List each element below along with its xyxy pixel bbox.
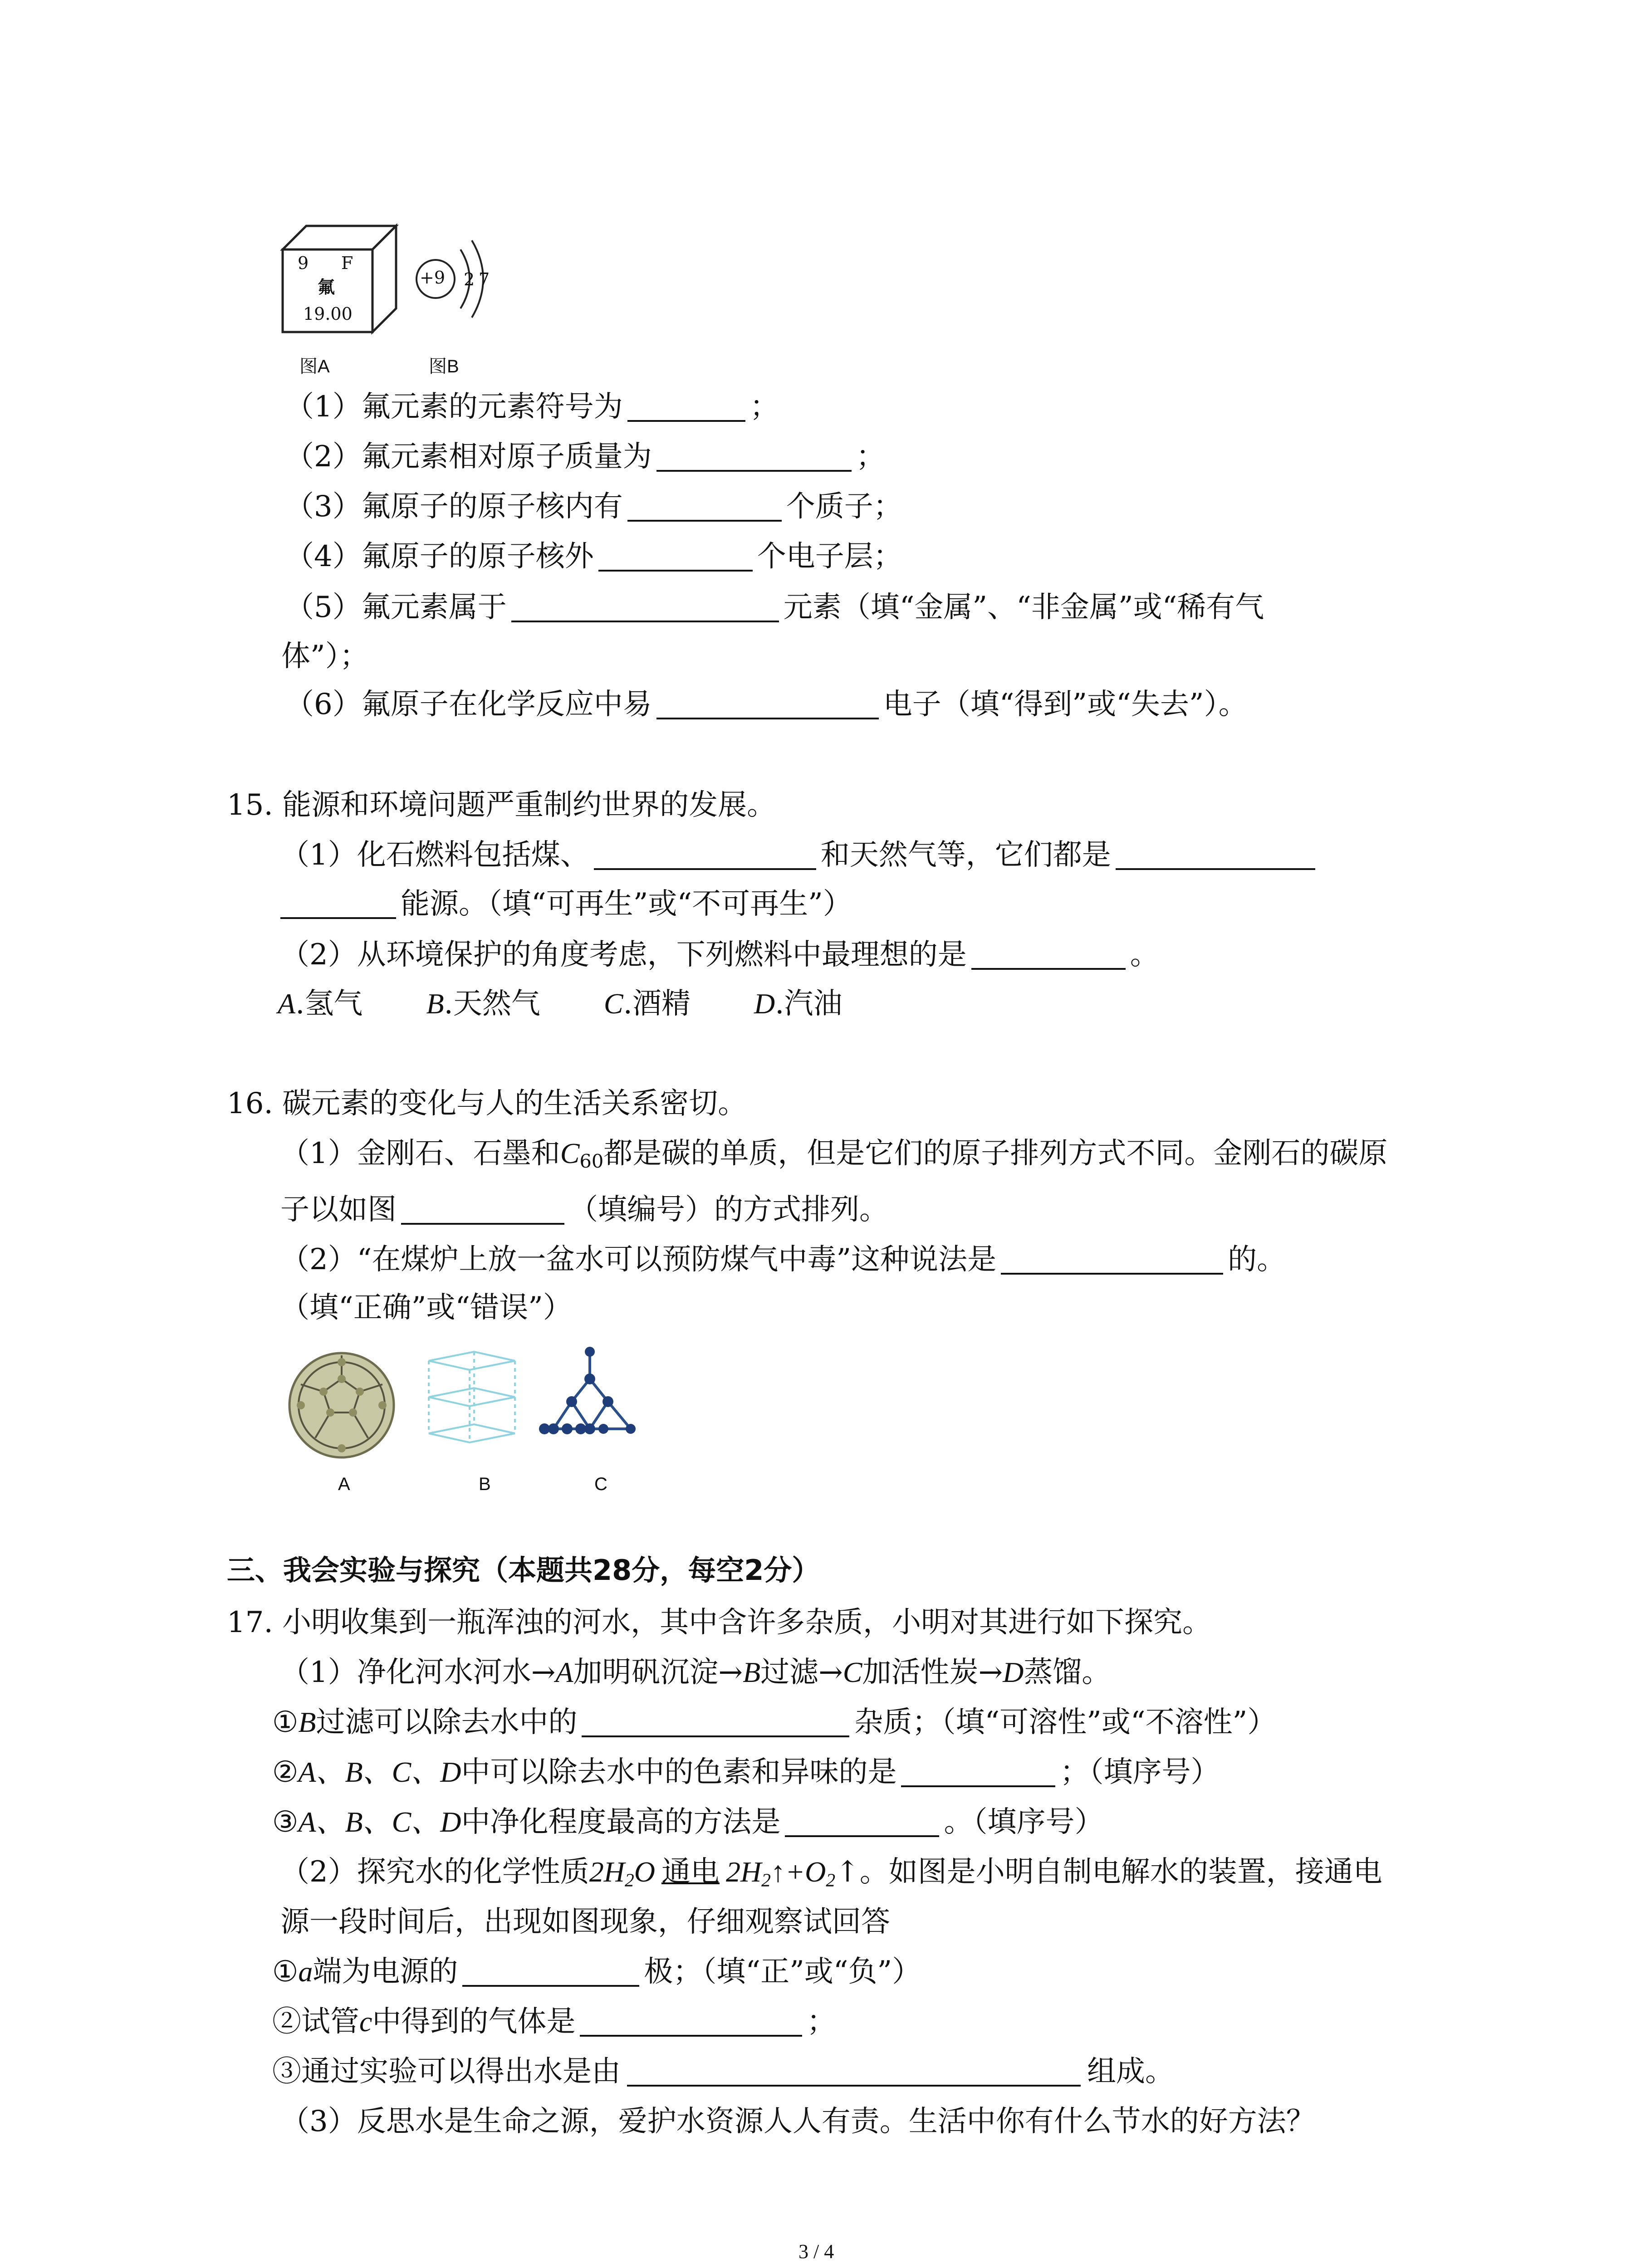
graphite-structure-image: [420, 1347, 524, 1452]
q15-options: A.氢气 B.天然气 C.酒精 D.汽油: [278, 987, 843, 1021]
structure-label-a: A: [338, 1474, 350, 1494]
q16-part2-line2: （填“正确”或“错误”）: [280, 1291, 572, 1325]
answer-blank[interactable]: [598, 543, 753, 572]
answer-blank[interactable]: [971, 942, 1126, 970]
q17-sub3: ③A、B、C、D中净化程度最高的方法是 。（填序号）: [272, 1805, 1104, 1839]
q16-part1-line2: 子以如图 （填编号）的方式排列。: [280, 1193, 888, 1227]
answer-blank[interactable]: [280, 891, 396, 919]
q14-part5: （5）氟元素属于 元素（填“金属”、“非金属”或“稀有气: [285, 591, 1264, 624]
diamond-structure-image: [535, 1343, 653, 1452]
q14-part4: （4）氟原子的原子核外 个电子层；: [285, 540, 902, 573]
reaction-condition: 通电: [661, 1855, 720, 1889]
answer-blank[interactable]: [656, 691, 879, 719]
option-d[interactable]: .汽油: [775, 987, 843, 1021]
answer-blank[interactable]: [511, 594, 779, 622]
answer-blank[interactable]: [594, 842, 816, 870]
q14-part3: （3）氟原子的原子核内有 个质子；: [285, 490, 902, 523]
q17-part1: （1）净化河水河水→A加明矾沉淀→B过滤→C加活性炭→D蒸馏。: [280, 1656, 1111, 1689]
option-b[interactable]: .天然气: [444, 987, 540, 1021]
q15-part1: （1）化石燃料包括煤、 和天然气等，它们都是: [280, 839, 1320, 871]
q14-part1: （1）氟元素的元素符号为 ；: [285, 390, 779, 424]
q15-part1-line2: 能源。（填“可再生”或“不可再生”）: [280, 888, 852, 920]
q15-part2: （2）从环境保护的角度考虑，下列燃料中最理想的是 。: [280, 938, 1159, 972]
q14-part5-line2: 体”）；: [281, 640, 369, 673]
answer-blank[interactable]: [401, 1197, 564, 1225]
fullerene-structure-image: [284, 1347, 402, 1465]
answer-blank[interactable]: [627, 494, 782, 522]
q17-sub-t2: ②试管c中得到的气体是 ；: [272, 2005, 836, 2038]
structure-label-b: B: [479, 1474, 491, 1494]
q17-part3: （3）反思水是生命之源，爱护水资源人人有责。生活中你有什么节水的好方法？: [280, 2105, 1315, 2138]
q17-sub2: ②A、B、C、D中可以除去水中的色素和异味的是 ；（填序号）: [272, 1755, 1220, 1789]
structure-label-c: C: [594, 1474, 607, 1494]
answer-blank[interactable]: [580, 2009, 802, 2037]
q14-part6: （6）氟原子在化学反应中易 电子（填“得到”或“失去”）。: [285, 688, 1248, 721]
atom-shell-1: 2: [464, 269, 475, 289]
q16-part1: （1）金刚石、石墨和$C_{60}$都是碳的单质，但是它们的原子排列方式不同。金刚石的碳原: [280, 1137, 1388, 1173]
q17-stem: 17. 小明收集到一瓶浑浊的河水，其中含许多杂质，小明对其进行如下探究。: [227, 1606, 1212, 1639]
option-a[interactable]: .氢气: [295, 987, 363, 1021]
q15-stem: 15. 能源和环境问题严重制约世界的发展。: [227, 788, 776, 822]
atom-nucleus: +9: [420, 268, 446, 288]
q17-part2: （2）探究水的化学性质$2H_2O$ 通电 $2H_2↑+O_2↑$。如图是小明自制电解水的装置，接通电: [280, 1855, 1382, 1891]
answer-blank[interactable]: [785, 1809, 939, 1837]
q17-sub-t3: ③通过实验可以得出水是由 组成。: [272, 2055, 1174, 2088]
answer-blank[interactable]: [1116, 842, 1315, 870]
element-symbol: F: [341, 253, 353, 273]
answer-blank[interactable]: [627, 394, 745, 422]
q16-stem: 16. 碳元素的变化与人的生活关系密切。: [227, 1087, 747, 1120]
q16-part2: （2）“在煤炉上放一盆水可以预防煤气中毒”这种说法是 的。: [280, 1243, 1286, 1276]
page-number: 3 / 4: [798, 2240, 834, 2263]
figure-b-caption: 图B: [429, 357, 459, 376]
figure-a-caption: 图A: [299, 357, 330, 376]
section-heading: 三、我会实验与探究（本题共28分，每空2分）: [227, 1554, 820, 1587]
element-name: 氟: [318, 277, 335, 297]
answer-blank[interactable]: [627, 2058, 1081, 2087]
q17-part2-line2: 源一段时间后，出现如图现象，仔细观察试回答: [280, 1905, 890, 1939]
answer-blank[interactable]: [1001, 1246, 1223, 1275]
answer-blank[interactable]: [582, 1709, 849, 1737]
answer-blank[interactable]: [901, 1759, 1055, 1787]
q17-sub1: ①B过滤可以除去水中的 杂质；（填“可溶性”或“不溶性”）: [272, 1706, 1277, 1739]
q17-sub-t1: ①a端为电源的 极；（填“正”或“负”）: [272, 1955, 921, 1989]
option-c[interactable]: .酒精: [623, 987, 691, 1021]
answer-blank[interactable]: [656, 444, 852, 472]
q14-part2: （2）氟元素相对原子质量为 ；: [285, 440, 885, 474]
element-mass: 19.00: [303, 304, 353, 324]
atom-shell-2: 7: [479, 269, 490, 289]
answer-blank[interactable]: [462, 1959, 639, 1987]
element-atomic-number: 9: [298, 253, 309, 273]
